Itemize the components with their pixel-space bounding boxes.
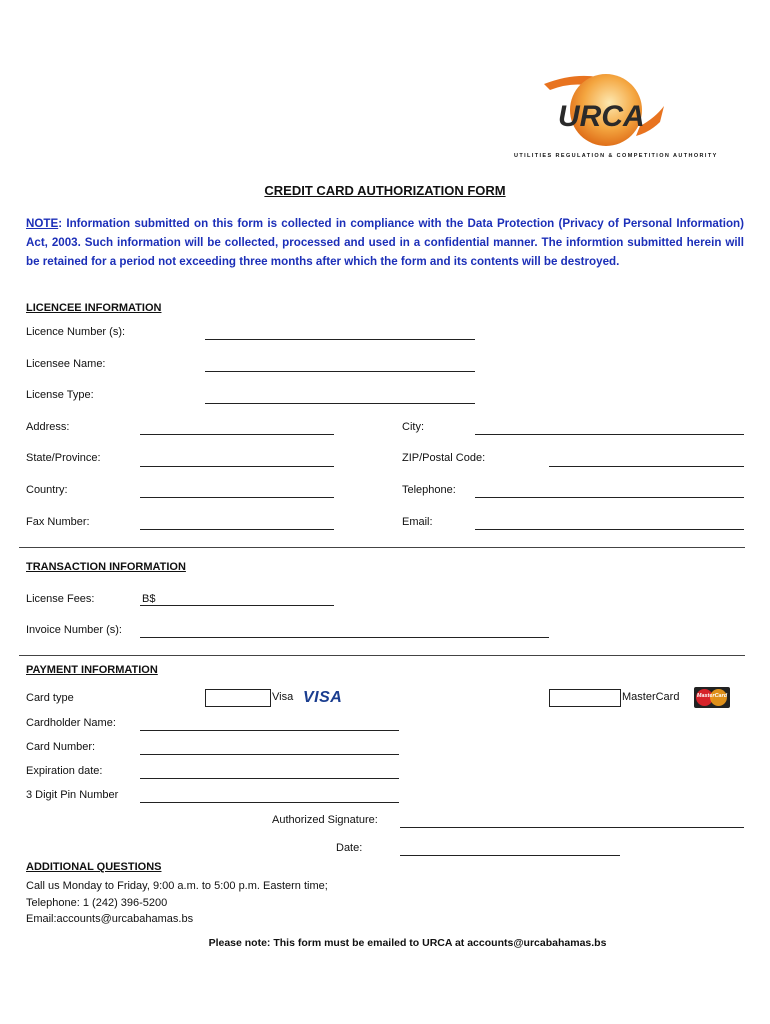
card-number-field[interactable]: [140, 754, 399, 755]
mastercard-label: MasterCard: [622, 691, 680, 703]
invoice-number-field[interactable]: [140, 637, 549, 638]
date-field[interactable]: [400, 855, 620, 856]
state-field[interactable]: [140, 466, 334, 467]
signature-label: Authorized Signature:: [272, 814, 378, 826]
tagline: UTILITIES REGULATION & COMPETITION AUTHORITY: [514, 153, 718, 159]
visa-checkbox[interactable]: [205, 689, 271, 707]
privacy-note: [26, 214, 744, 271]
mastercard-logo-icon: [694, 687, 730, 708]
licencee-heading: LICENCEE INFORMATION: [26, 302, 162, 314]
licensee-name-label: Licensee Name:: [26, 358, 106, 370]
card-number-label: Card Number:: [26, 741, 96, 753]
city-field[interactable]: [475, 434, 744, 435]
city-label: City:: [402, 421, 424, 433]
cardholder-name-label: Cardholder Name:: [26, 717, 116, 729]
invoice-number-label: Invoice Number (s):: [26, 624, 122, 636]
address-label: Address:: [26, 421, 70, 433]
expiration-label: Expiration date:: [26, 765, 103, 777]
note-label: NOTE: [26, 217, 59, 230]
license-fees-field[interactable]: [140, 605, 334, 606]
footer-note: Please note: This form must be emailed to URCA at accounts@urcabahamas.bs: [208, 937, 607, 949]
licensee-name-field[interactable]: [205, 371, 475, 372]
expiration-field[interactable]: [140, 778, 399, 779]
email-text: Email:accounts@urcabahamas.bs: [26, 913, 194, 925]
urca-logo: [540, 66, 668, 148]
visa-label: Visa: [272, 691, 294, 703]
card-type-label: Card type: [26, 692, 74, 704]
license-type-field[interactable]: [205, 403, 475, 404]
transaction-heading: TRANSACTION INFORMATION: [26, 561, 186, 573]
mastercard-checkbox[interactable]: [549, 689, 621, 707]
form-title: CREDIT CARD AUTHORIZATION FORM: [264, 183, 506, 198]
urca-logo-text: URCA: [558, 100, 645, 133]
fax-label: Fax Number:: [26, 516, 90, 528]
signature-field[interactable]: [400, 827, 744, 828]
zip-label: ZIP/Postal Code:: [402, 452, 486, 464]
state-label: State/Province:: [26, 452, 101, 464]
license-fees-label: License Fees:: [26, 593, 95, 605]
license-type-label: License Type:: [26, 389, 94, 401]
licence-number-label: Licence Number (s):: [26, 326, 126, 338]
payment-heading: PAYMENT INFORMATION: [26, 664, 158, 676]
date-label: Date:: [336, 842, 363, 854]
email-label: Email:: [402, 516, 433, 528]
fax-field[interactable]: [140, 529, 334, 530]
email-field[interactable]: [475, 529, 744, 530]
mastercard-logo-text: MasterCard: [696, 693, 728, 699]
hours-text: Call us Monday to Friday, 9:00 a.m. to 5:00 p.m. Eastern time;: [26, 880, 328, 892]
pin-label: 3 Digit Pin Number: [26, 789, 119, 801]
additional-heading: ADDITIONAL QUESTIONS: [26, 861, 162, 873]
zip-field[interactable]: [549, 466, 744, 467]
note-text: : Information submitted on this form is collected in compliance with the Data Protection (Privacy of Personal Information) Act, 2003. Such information will be collected, processed and used in a confidential manner. The informtion submitted herein will be retained for a period not exceeding three months after which the form and its contents will be destroyed.: [26, 217, 744, 268]
pin-field[interactable]: [140, 802, 399, 803]
telephone-field[interactable]: [475, 497, 744, 498]
divider-2: [19, 655, 745, 656]
urca-logo-graphic: [540, 66, 668, 148]
country-field[interactable]: [140, 497, 334, 498]
divider-1: [19, 547, 745, 548]
visa-logo-icon: VISA: [303, 689, 343, 706]
cardholder-name-field[interactable]: [140, 730, 399, 731]
telephone-label: Telephone:: [402, 484, 456, 496]
country-label: Country:: [26, 484, 68, 496]
telephone-text: Telephone: 1 (242) 396-5200: [26, 897, 168, 909]
address-field[interactable]: [140, 434, 334, 435]
licence-number-field[interactable]: [205, 339, 475, 340]
currency-label: B$: [142, 593, 156, 605]
